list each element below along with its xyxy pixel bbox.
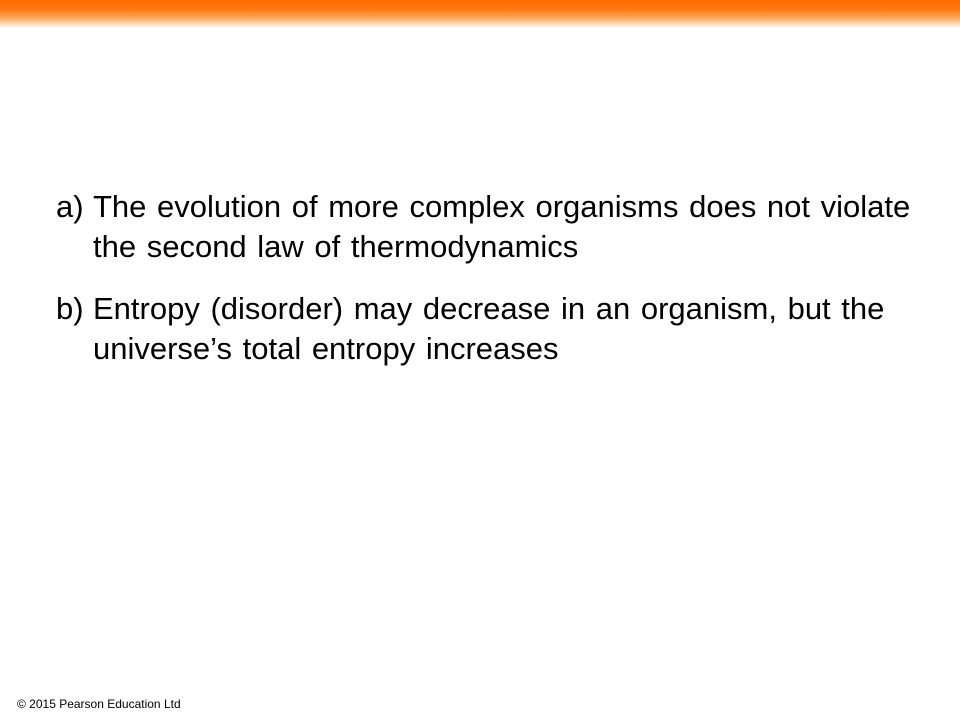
- bullet-marker: a): [56, 189, 84, 224]
- bullet-item-a: [56, 187, 926, 267]
- bullet-text: The evolution of more complex organisms does not violate the second law of thermodynamics: [93, 189, 911, 264]
- bullet-item-b: [56, 289, 926, 369]
- bullet-list: [56, 187, 926, 391]
- bullet-marker: b): [56, 291, 84, 326]
- header-accent-bar: [0, 0, 960, 28]
- copyright-notice: © 2015 Pearson Education Ltd: [17, 697, 181, 711]
- bullet-text: Entropy (disorder) may decrease in an organism, but the universe’s total entropy increases: [93, 291, 885, 366]
